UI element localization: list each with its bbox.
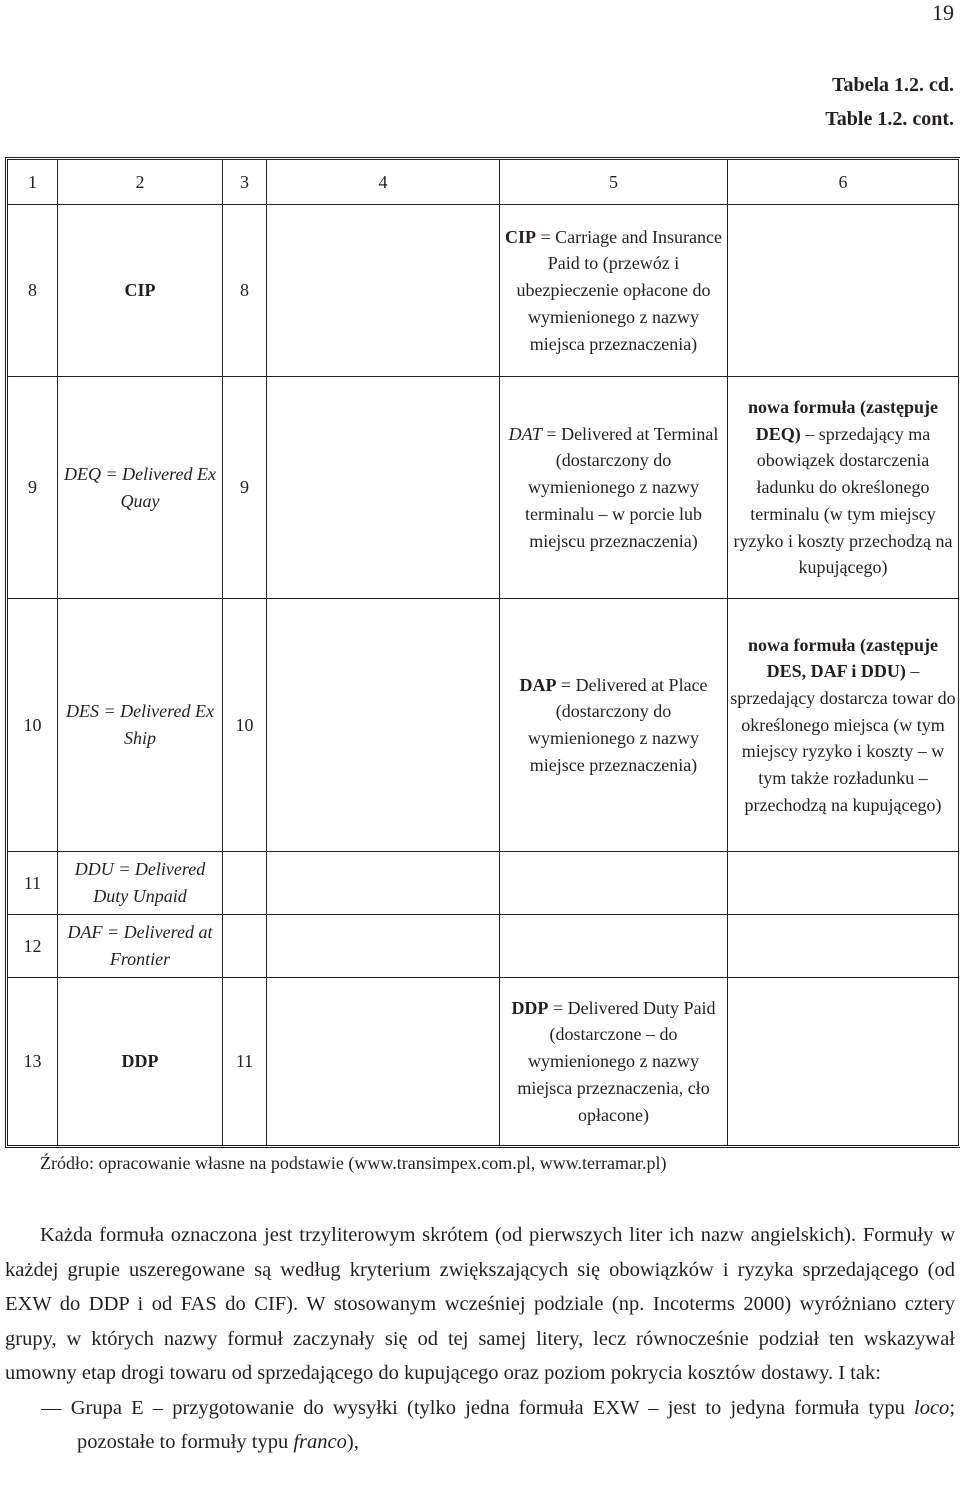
new-term-cell [500, 377, 728, 599]
row-number-cell: 13 [8, 978, 58, 1145]
source-note: Źródło: opracowanie własne na podstawie (www.transimpex.com.pl, www.terramar.pl) [40, 1153, 667, 1173]
term-description: = Delivered at Terminal (dostarczony do wymienionego z nazwy terminalu – w porcie lub miejscu przeznaczenia) [525, 423, 719, 551]
table-row [8, 205, 958, 377]
term-abbrev: DAT [508, 423, 542, 444]
new-number-cell: 10 [223, 599, 267, 852]
header-col-5: 5 [500, 160, 728, 205]
term-description: = Delivered at Place (dostarczony do wymienionego z nazwy miejsce przeznaczenia) [528, 674, 708, 775]
table-caption [825, 68, 954, 136]
comment-heading: nowa formuła (zastępuje DEQ) [748, 397, 938, 444]
comment-cell [728, 377, 958, 599]
old-term-cell: DAF = Delivered at Frontier [58, 915, 223, 978]
header-col-1: 1 [8, 160, 58, 205]
table-row [8, 915, 958, 978]
new-term-cell [500, 205, 728, 377]
comment-text: – sprzedający ma obowiązek dostarczenia ładunku do określonego terminalu (w tym miejscy ryzyko i koszty przechodzą na kupującego) [733, 423, 953, 578]
empty-cell [267, 852, 500, 915]
comment-text: – sprzedający dostarcza towar do określonego miejsca (w tym miejscy ryzyko i koszty – w tym także rozładunku – przechodzą na kupującego) [730, 661, 956, 815]
table-row [8, 978, 958, 1145]
comment-heading: nowa formuła (zastępuje DES, DAF i DDU) [748, 634, 938, 682]
paragraph: Każda formuła oznaczona jest trzyliterowym skrótem (od pierwszych liter ich nazw angielskich). Formuły w każdej grupie uszeregowane są według kryterium zwiększających się obowiązków i ryzyka sprzedającego (od EXW do DDP i od FAS do CIF). W stosowanym wcześniej podziale (np. Incoterms 2000) wyróżniano cztery grupy, w których nazwy formuł zaczynały się od tej samej litery, lecz równocześnie podział ten wskazywał umowny etap drogi towaru od sprzedającego do kupującego oraz poziom pokrycia kosztów dostawy. I tak: [5, 1224, 955, 1384]
term-description: = Delivered Duty Paid (dostarczone – do wymienionego z nazwy miejsca przeznaczenia, cło opłacone) [517, 997, 716, 1125]
table-header-row [8, 160, 958, 205]
header-col-3: 3 [223, 160, 267, 205]
old-term-cell: DEQ = Delivered Ex Quay [58, 377, 223, 599]
empty-cell [728, 205, 958, 377]
list-text: ), [346, 1431, 359, 1453]
old-term-cell: DDP [58, 978, 223, 1145]
header-col-4: 4 [267, 160, 500, 205]
header-col-6: 6 [728, 160, 958, 205]
row-number-cell: 9 [8, 377, 58, 599]
list-item [5, 1391, 955, 1460]
row-number-cell: 12 [8, 915, 58, 978]
incoterms-table [5, 157, 960, 1148]
row-number-cell: 8 [8, 205, 58, 377]
row-number-cell: 10 [8, 599, 58, 852]
empty-cell [267, 205, 500, 377]
list-text: Grupa E – przygotowanie do wysyłki (tylko jedna formuła EXW – jest to jedyna formuła typu [70, 1396, 915, 1419]
term-franco: franco [293, 1431, 347, 1453]
empty-cell [267, 978, 500, 1145]
comment-cell [728, 599, 958, 852]
empty-cell [500, 852, 728, 915]
body-text [5, 1218, 955, 1460]
term-abbrev: DAP [519, 674, 557, 695]
term-abbrev: DDP [511, 997, 549, 1018]
table-row [8, 377, 958, 599]
new-term-cell [500, 978, 728, 1145]
caption-polish: Tabela 1.2. cd. [831, 74, 954, 96]
new-number-cell: 8 [223, 205, 267, 377]
table-row [8, 599, 958, 852]
row-number-cell: 11 [8, 852, 58, 915]
empty-cell [267, 915, 500, 978]
list-dash: — [41, 1396, 62, 1419]
new-number-cell: 11 [223, 978, 267, 1145]
term-description: = Carriage and Insurance Paid to (przewóz i ubezpieczenie opłacone do wymienionego z nazwy miejsca przeznaczenia) [516, 226, 723, 354]
caption-english: Table 1.2. cont. [825, 108, 954, 130]
empty-cell [728, 915, 958, 978]
empty-cell [267, 377, 500, 599]
empty-cell [267, 599, 500, 852]
old-term-cell: CIP [58, 205, 223, 377]
empty-cell [728, 852, 958, 915]
header-col-2: 2 [58, 160, 223, 205]
empty-cell [500, 915, 728, 978]
new-number-cell: 9 [223, 377, 267, 599]
old-term-cell: DES = Delivered Ex Ship [58, 599, 223, 852]
page-number: 19 [932, 0, 954, 25]
term-abbrev: CIP [504, 226, 536, 247]
empty-cell [728, 978, 958, 1145]
table-row [8, 852, 958, 915]
list-text: ; pozostałe to formuły typu [77, 1396, 956, 1453]
new-term-cell [500, 599, 728, 852]
term-loco: loco [914, 1396, 950, 1419]
empty-cell [223, 915, 267, 978]
old-term-cell: DDU = Delivered Duty Unpaid [58, 852, 223, 915]
empty-cell [223, 852, 267, 915]
